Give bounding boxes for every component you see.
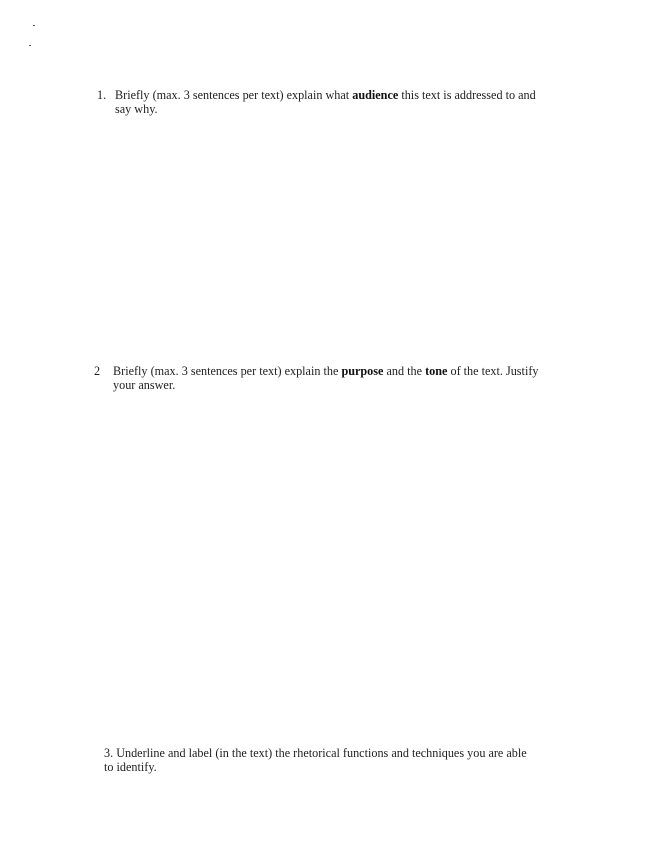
question-text: Briefly (max. 3 sentences per text) explain the purpose and the tone of the text. Justify your answer.: [94, 364, 574, 392]
scan-speck: [33, 25, 35, 26]
question-text: Briefly (max. 3 sentences per text) explain what audience this text is addressed to and say why.: [97, 88, 577, 116]
question-2: [94, 364, 574, 392]
keyword-purpose: purpose: [341, 364, 384, 378]
question-3: [104, 746, 574, 774]
question-text-line2: to identify.: [104, 760, 157, 774]
question-1: [97, 88, 577, 116]
question-text-line2: your answer.: [113, 378, 176, 392]
keyword-tone: tone: [425, 364, 448, 378]
scan-speck: [29, 45, 31, 46]
question-number: 3.: [104, 746, 114, 760]
question-text-line2: say why.: [115, 102, 158, 116]
keyword-audience: audience: [352, 88, 399, 102]
question-number: 1.: [97, 88, 107, 102]
question-text: 3. Underline and label (in the text) the rhetorical functions and techniques you are able to identify.: [104, 746, 574, 774]
question-number: 2: [94, 364, 101, 378]
